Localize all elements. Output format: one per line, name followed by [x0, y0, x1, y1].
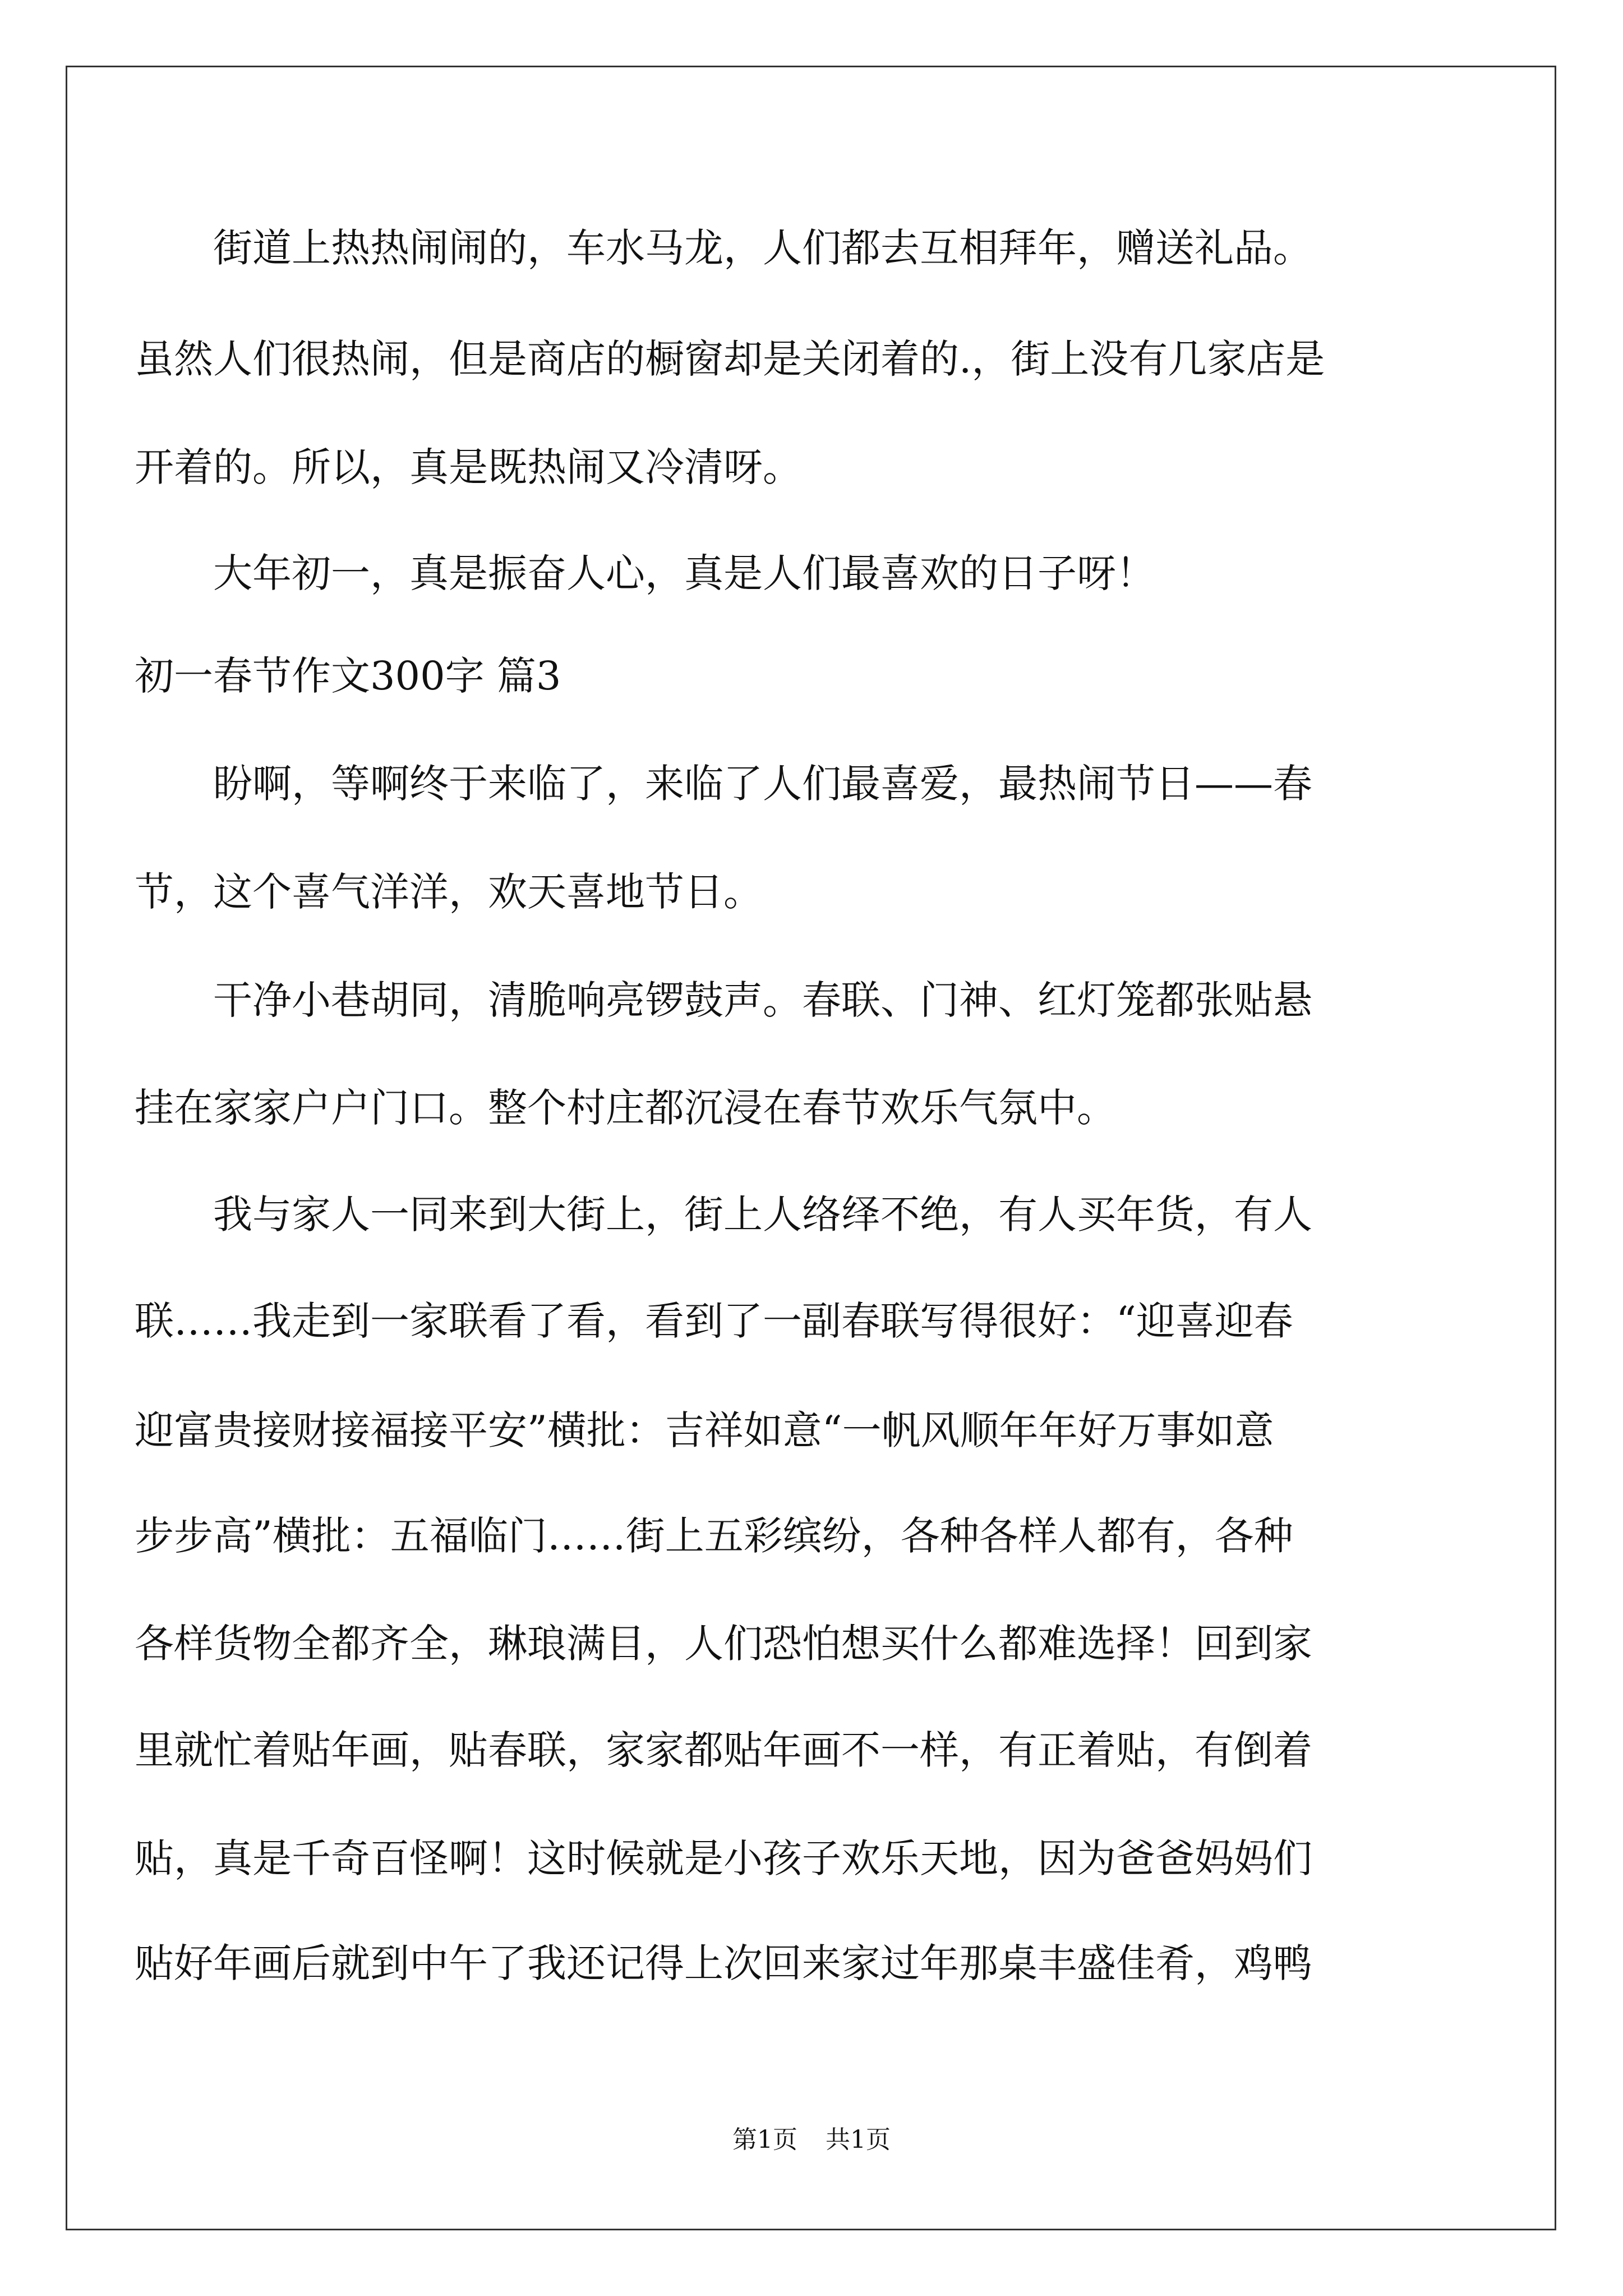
paragraph-line: 步步高”横批：五福临门……街上五彩缤纷，各种各样人都有，各种 [135, 1513, 1293, 1559]
paragraph-line: 干净小巷胡同，清脆响亮锣鼓声。春联、门神、红灯笼都张贴悬 [213, 977, 1312, 1023]
paragraph-line: 我与家人一同来到大街上，街上人络绎不绝，有人买年货，有人 [213, 1191, 1312, 1237]
paragraph-line: 节，这个喜气洋洋，欢天喜地节日。 [135, 869, 763, 915]
paragraph-line: 联……我走到一家联看了看，看到了一副春联写得很好：“迎喜迎春 [135, 1298, 1293, 1344]
page-footer [0, 2125, 1623, 2155]
paragraph-line: 开着的。所以，真是既热闹又冷清呀。 [135, 444, 802, 490]
paragraph-line: 盼啊，等啊终于来临了，来临了人们最喜爱，最热闹节日——春 [213, 761, 1312, 807]
section-heading: 初一春节作文300字 篇3 [135, 653, 561, 699]
page-frame [66, 66, 1556, 2230]
page-number-total: 共1页 [826, 2125, 891, 2154]
paragraph-line: 街道上热热闹闹的，车水马龙，人们都去互相拜年，赠送礼品。 [213, 225, 1312, 271]
paragraph-line: 虽然人们很热闹，但是商店的橱窗却是关闭着的.，街上没有几家店是 [135, 336, 1325, 382]
paragraph-line: 挂在家家户户门口。整个村庄都沉浸在春节欢乐气氛中。 [135, 1085, 1116, 1131]
page-number-current: 第1页 [732, 2125, 797, 2154]
paragraph-line: 各样货物全都齐全，琳琅满目，人们恐怕想买什么都难选择！回到家 [135, 1621, 1312, 1667]
paragraph-line: 迎富贵接财接福接平安”横批：吉祥如意“一帆风顺年年好万事如意 [135, 1407, 1274, 1453]
paragraph-line: 里就忙着贴年画，贴春联，家家都贴年画不一样，有正着贴，有倒着 [135, 1727, 1312, 1773]
paragraph-line: 贴好年画后就到中午了我还记得上次回来家过年那桌丰盛佳肴，鸡鸭 [135, 1940, 1312, 1986]
paragraph-line: 大年初一，真是振奋人心，真是人们最喜欢的日子呀！ [213, 550, 1155, 596]
paragraph-line: 贴，真是千奇百怪啊！这时候就是小孩子欢乐天地，因为爸爸妈妈们 [135, 1835, 1312, 1881]
